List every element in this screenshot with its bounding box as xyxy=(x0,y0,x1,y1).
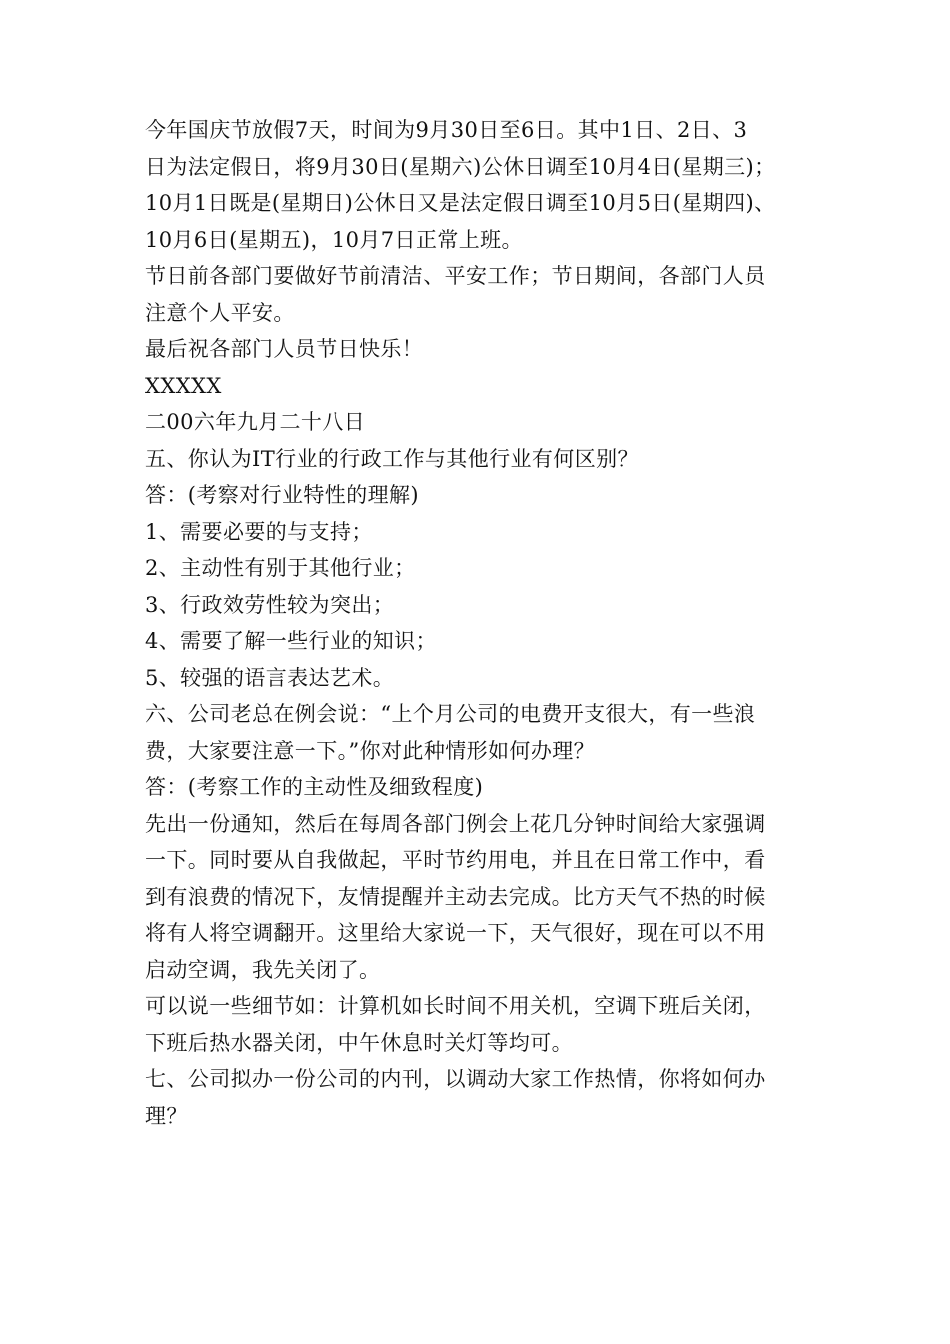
question-6-heading-cont: 费，大家要注意一下。”你对此种情形如何办理？ xyxy=(145,738,596,763)
date-line: 二00六年九月二十八日 xyxy=(145,410,366,434)
answer-6-text-3: 到有浪费的情况下，友情提醒并主动去完成。比方天气不热的时候 xyxy=(145,884,766,909)
answer-6-label: 答：(考察工作的主动性及细致程度) xyxy=(145,775,484,799)
answer-6-text-2: 一下。同时要从自我做起，平时节约用电，并且在日常工作中，看 xyxy=(145,848,766,872)
signature-line: XXXXX xyxy=(145,373,222,398)
answer-5-label: 答：(考察对行业特性的理解) xyxy=(145,483,419,507)
answer-5-item-2: 2、主动性有别于其他行业； xyxy=(145,556,416,580)
text-line-1: 今年国庆节放假7天，时间为9月30日至6日。其中1日、2日、3 xyxy=(145,118,748,142)
answer-6-text-5: 启动空调，我先关闭了。 xyxy=(145,957,381,982)
answer-5-item-3: 3、行政效劳性较为突出； xyxy=(145,592,395,617)
text-line-7: 最后祝各部门人员节日快乐！ xyxy=(145,337,424,361)
text-line-2: 日为法定假日，将9月30日(星期六)公休日调至10月4日(星期三)； xyxy=(145,154,776,179)
answer-6-detail-1: 可以说一些细节如：计算机如长时间不用关机，空调下班后关闭， xyxy=(145,994,766,1018)
answer-6-text-4: 将有人将空调翻开。这里给大家说一下，天气很好，现在可以不用 xyxy=(145,921,766,945)
text-line-4: 10月6日(星期五)，10月7日正常上班。 xyxy=(145,227,523,252)
text-line-3: 10月1日既是(星期日)公休日又是法定假日调至10月5日(星期四)、 xyxy=(145,191,776,215)
text-line-6: 注意个人平安。 xyxy=(145,300,295,325)
question-7-heading-cont: 理？ xyxy=(145,1103,188,1128)
question-7-heading: 七、公司拟办一份公司的内刊，以调动大家工作热情，你将如何办 xyxy=(145,1067,766,1091)
question-6-heading: 六、公司老总在例会说：“上个月公司的电费开支很大，有一些浪 xyxy=(145,702,756,726)
answer-6-detail-2: 下班后热水器关闭，中午休息时关灯等均可。 xyxy=(145,1030,573,1055)
question-5-heading: 五、你认为IT行业的行政工作与其他行业有何区别？ xyxy=(145,446,639,471)
answer-6-text-1: 先出一份通知，然后在每周各部门例会上花几分钟时间给大家强调 xyxy=(145,811,766,836)
answer-5-item-4: 4、需要了解一些行业的知识； xyxy=(145,629,437,653)
answer-5-item-1: 1、需要必要的与支持； xyxy=(145,519,373,544)
answer-5-item-5: 5、较强的语言表达艺术。 xyxy=(145,665,395,690)
text-line-5: 节日前各部门要做好节前清洁、平安工作；节日期间，各部门人员 xyxy=(145,264,766,288)
document-body xyxy=(145,112,825,1134)
